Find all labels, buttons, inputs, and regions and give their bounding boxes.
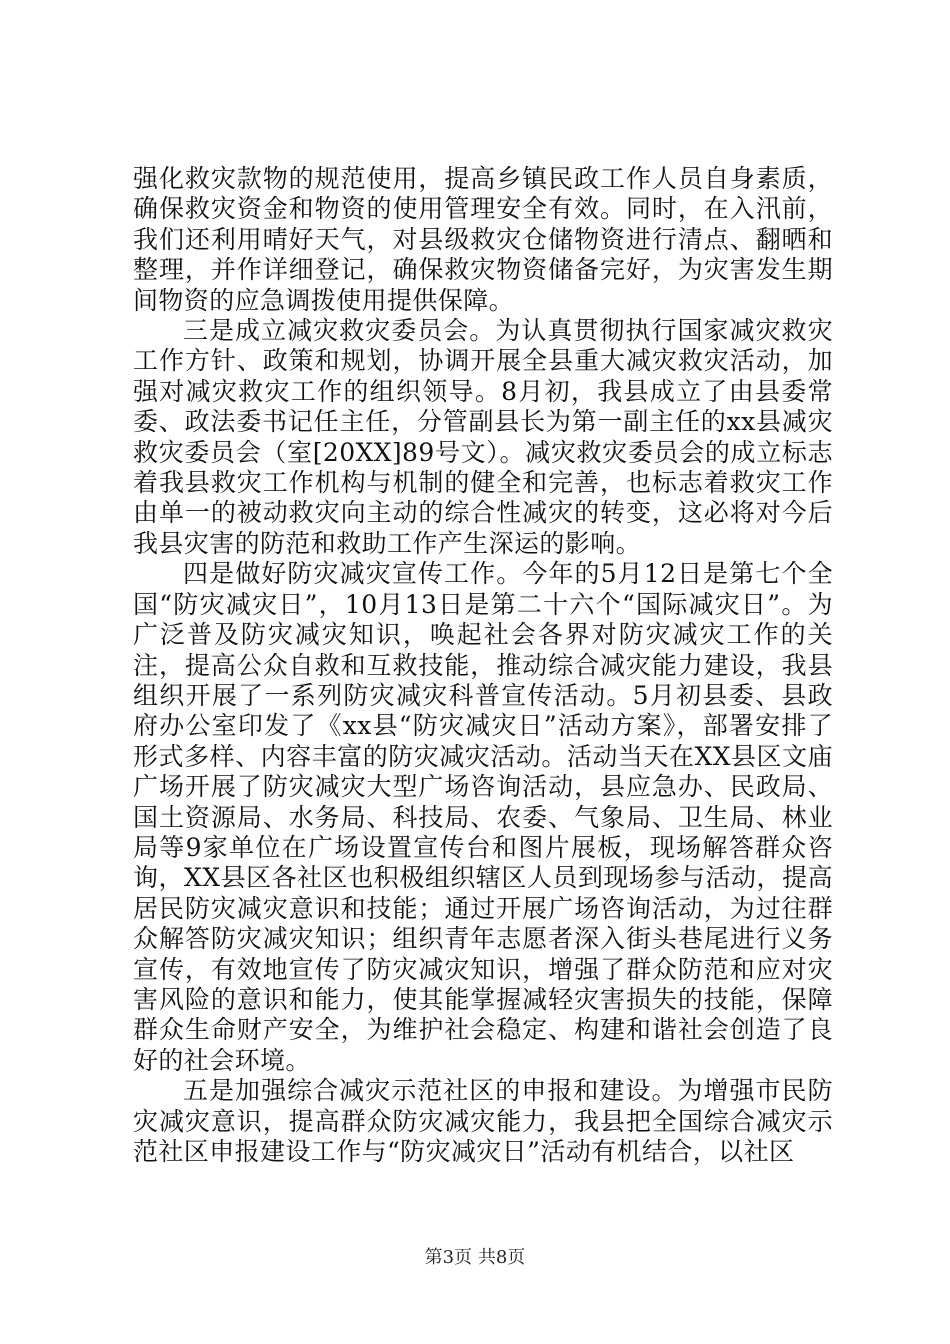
paragraph-2: 三是成立减灾救灾委员会。为认真贯彻执行国家减灾救灾工作方针、政策和规划，协调开展全县重大减灾救灾活动，加强对减灾救灾工作的组织领导。8月初，我县成立了由县委常委、政法委书记任主任，分管副县长为第一副主任的xx县减灾救灾委员会（室[20XX]89号文）。减灾救灾委员会的成立标志着我县救灾工作机构与机制的健全和完善，也标志着救灾工作由单一的被动救灾向主动的综合性减灾的转变，这必将对今后我县灾害的防范和救助工作产生深运的影响。 xyxy=(133,316,833,558)
document-body xyxy=(133,164,833,1167)
paragraph-3: 四是做好防灾减灾宣传工作。今年的5月12日是第七个全国“防灾减灾日”，10月13日是第二十六个“国际减灾日”。为广泛普及防灾减灾知识，唤起社会各界对防灾减灾工作的关注，提高公众自救和互救技能，推动综合减灾能力建设，我县组织开展了一系列防灾减灾科普宣传活动。5月初县委、县政府办公室印发了《xx县“防灾减灾日”活动方案》，部署安排了形式多样、内容丰富的防灾减灾活动。活动当天在XX县区文庙广场开展了防灾减灾大型广场咨询活动，县应急办、民政局、国土资源局、水务局、科技局、农委、气象局、卫生局、林业局等9家单位在广场设置宣传台和图片展板，现场解答群众咨询，XX县区各社区也积极组织辖区人员到现场参与活动，提高居民防灾减灾意识和技能；通过开展广场咨询活动，为过往群众解答防灾减灾知识；组织青年志愿者深入街头巷尾进行义务宣传，有效地宣传了防灾减灾知识，增强了群众防范和应对灾害风险的意识和能力，使其能掌握减轻灾害损失的技能，保障群众生命财产安全，为维护社会稳定、构建和谐社会创造了良好的社会环境。 xyxy=(133,559,833,1075)
paragraph-4: 五是加强综合减灾示范社区的申报和建设。为增强市民防灾减灾意识，提高群众防灾减灾能力，我县把全国综合减灾示范社区申报建设工作与“防灾减灾日”活动有机结合，以社区 xyxy=(133,1076,833,1166)
paragraph-1: 强化救灾款物的规范使用，提高乡镇民政工作人员自身素质，确保救灾资金和物资的使用管理安全有效。同时，在入汛前，我们还利用晴好天气，对县级救灾仓储物资进行清点、翻晒和整理，并作详细登记，确保救灾物资储备完好，为灾害发生期间物资的应急调拨使用提供保障。 xyxy=(133,164,833,315)
page-number-footer: 第3页 共8页 xyxy=(424,1247,526,1268)
